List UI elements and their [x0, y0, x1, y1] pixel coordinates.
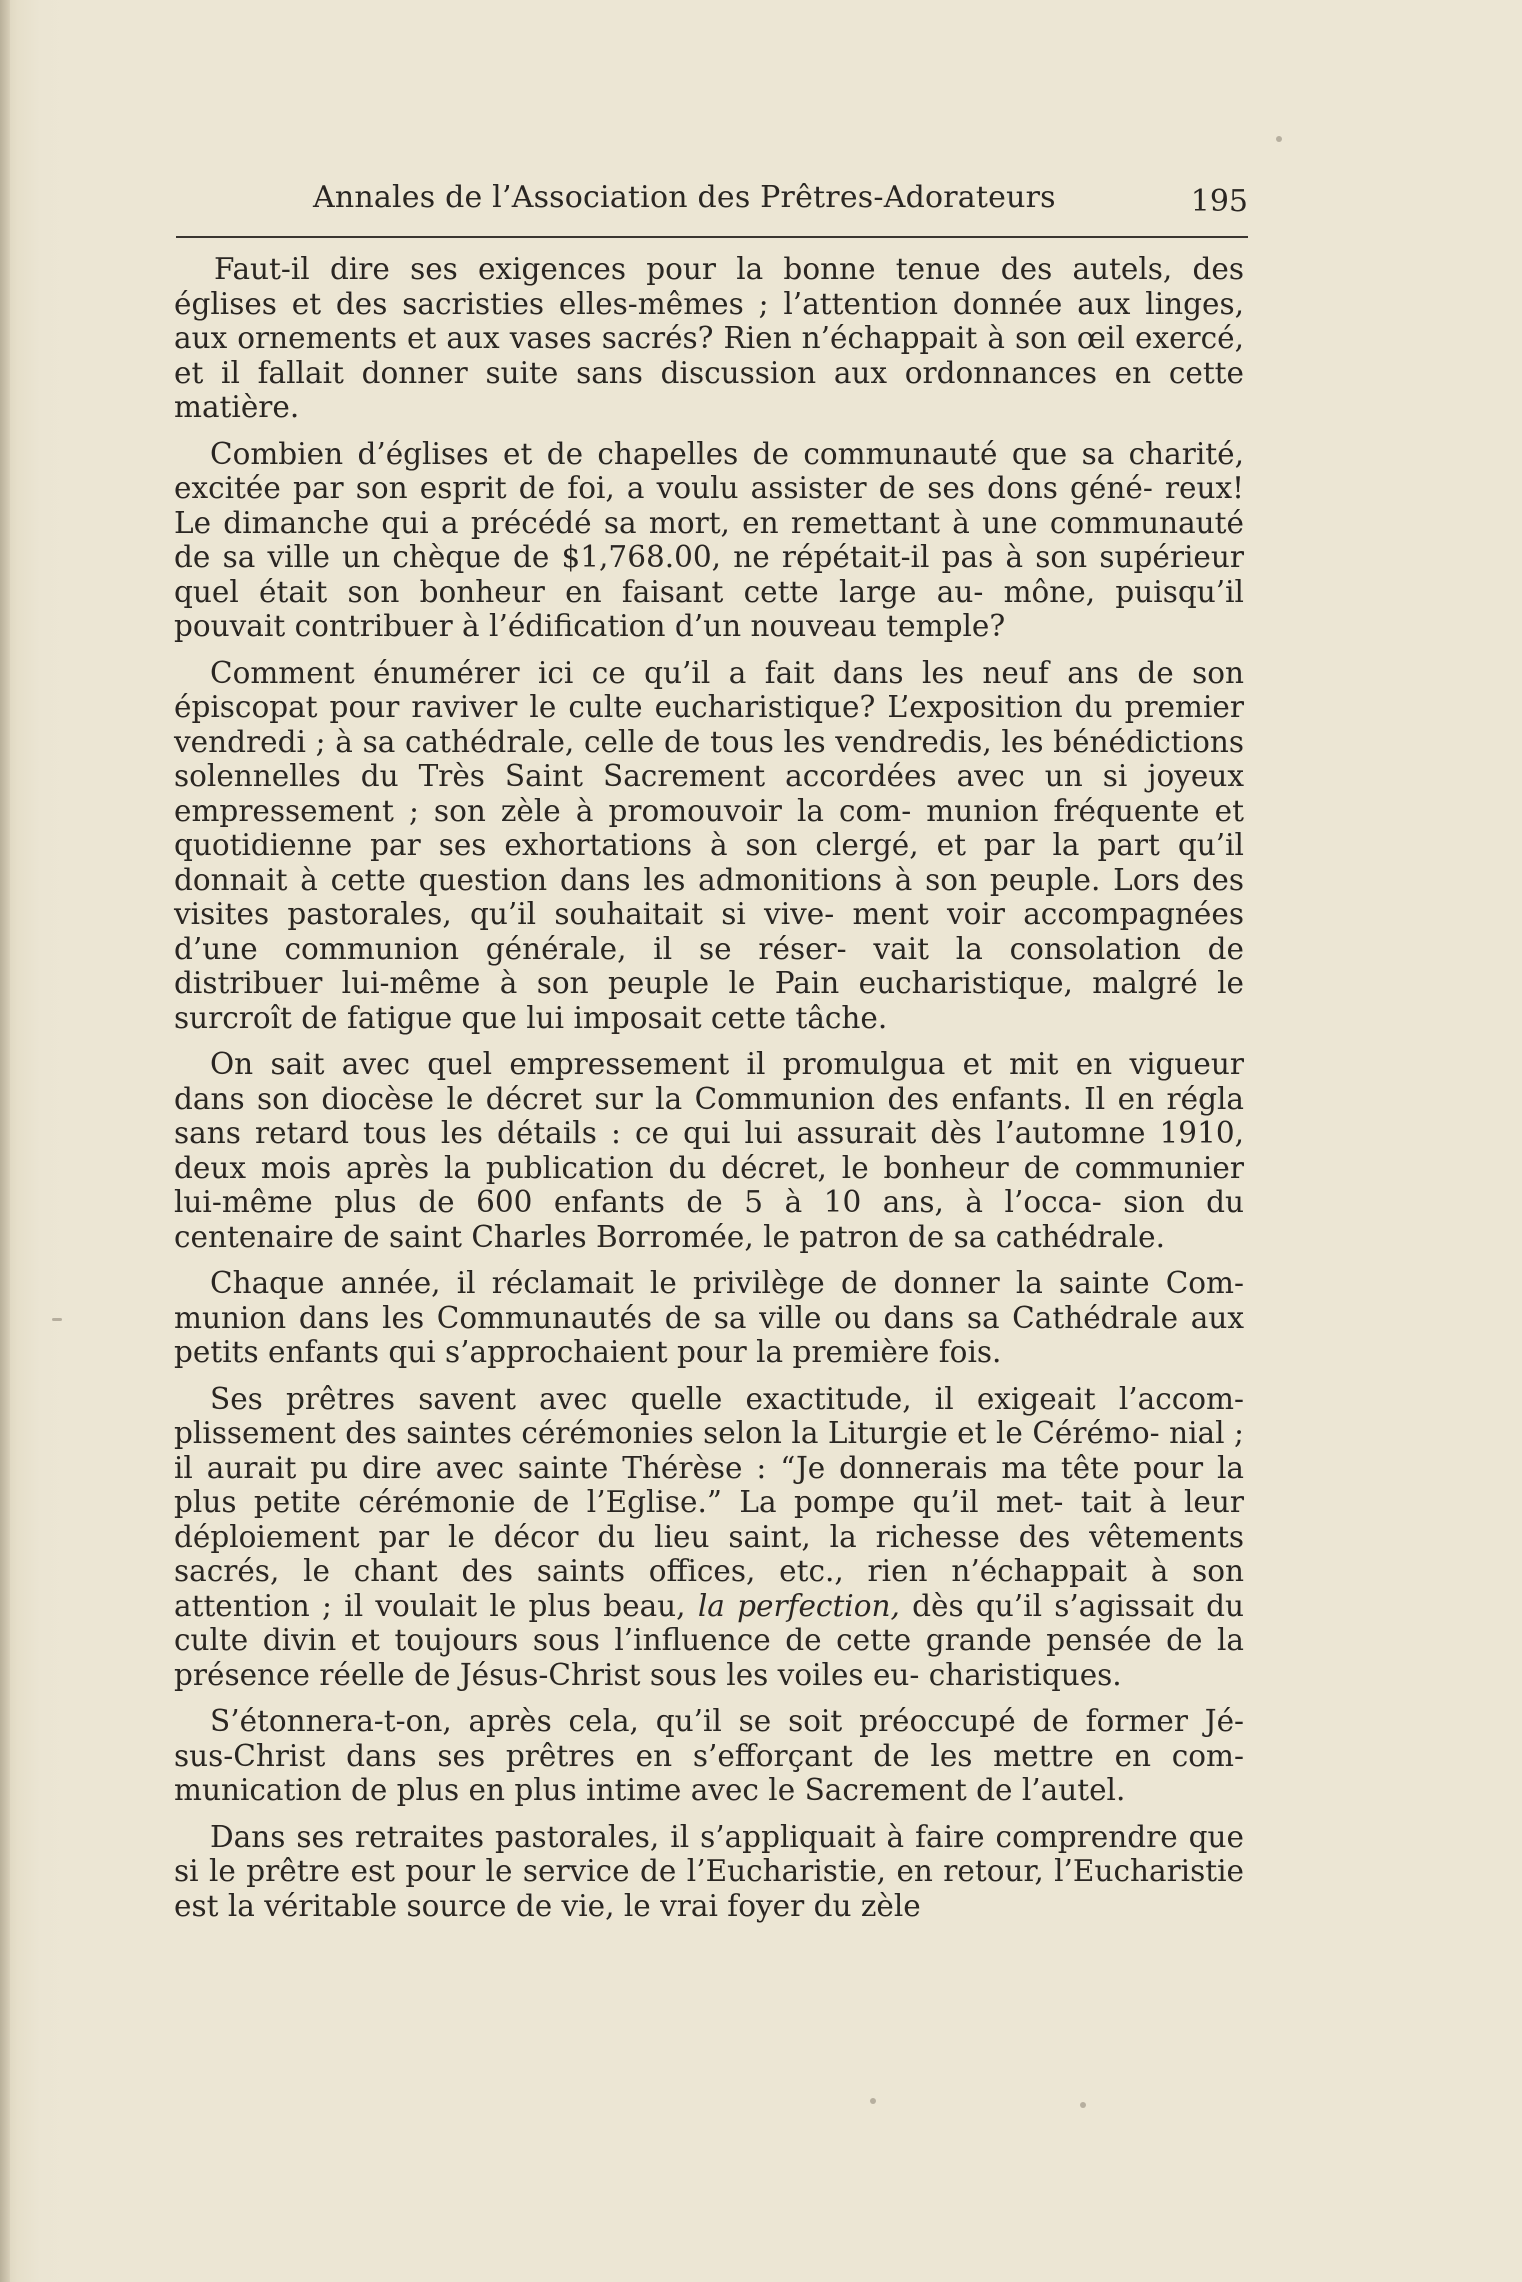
paragraph-6-part-2: dès qu’il s’agissait du culte divin et toujours sous l’influence de cette grande pensée de la présence réelle de Jésus-Christ sous les voiles eu- charistiques. [174, 1588, 1244, 1692]
paragraph-2: Combien d’églises et de chapelles de communauté que sa charité, excitée par son esprit de foi, a voulu assister de ses dons géné- reux! Le dimanche qui a précédé sa mort, en remettant à une communauté de sa ville un chèque de $1,768.00, ne répétait-il pas à son supérieur quel était son bonheur en faisant cette large au- mône, puisqu’il pouvait contribuer à l’édification d’un nouveau temple? [174, 436, 1244, 643]
paragraph-7: S’étonnera-t-on, après cela, qu’il se soit préoccupé de former Jé- sus-Christ dans ses prêtres en s’efforçant de les mettre en com- munication de plus en plus intime avec le Sacrement de l’autel. [174, 1704, 1244, 1807]
paragraph-4: On sait avec quel empressement il promulgua et mit en vigueur dans son diocèse le décret sur la Communion des enfants. Il en régla sans retard tous les détails : ce qui lui assurait dès l’automne 1910, deux mois après la publication du décret, le bonheur de communier lui-même plus de 600 enfants de 5 à 10 ans, à l’occa- sion du centenaire de saint Charles Borromée, le patron de sa cathédrale. [174, 1047, 1244, 1254]
paper-mark [52, 1318, 62, 1321]
paragraph-8: Dans ses retraites pastorales, il s’appliquait à faire comprendre que si le prêtre est pour le service de l’Eucharistie, en retour, l’Eucharistie est la véritable source de vie, le vrai foyer du zèle [174, 1819, 1244, 1923]
paper-speck [1080, 2102, 1086, 2108]
paragraph-6 [174, 1382, 1244, 1693]
page-header [176, 176, 1248, 238]
paper-speck [870, 2098, 876, 2104]
paragraph-1: Faut-il dire ses exigences pour la bonne tenue des autels, des églises et des sacristies elles-mêmes ; l’attention donnée aux linges, aux ornements et aux vases sacrés? Rien n’échappait à son œil exercé, et il fallait donner suite sans discussion aux ordonnances en cette matière. [174, 252, 1244, 424]
paragraph-5: Chaque année, il réclamait le privilège de donner la sainte Com- munion dans les Communautés de sa ville ou dans sa Cathédrale aux petits enfants qui s’approchaient pour la première fois. [174, 1266, 1244, 1369]
paper-speck [1276, 136, 1282, 142]
page-number: 195 [1190, 184, 1248, 219]
paragraph-6-part-1: Ses prêtres savent avec quelle exactitude, il exigeait l’accom- plissement des saintes cérémonies selon la Liturgie et le Cérémo- nial ; il aurait pu dire avec sainte Thérèse : “Je donnerais ma tête pour la plus petite cérémonie de l’Eglise.” La pompe qu’il met- tait à leur déploiement par le décor du lieu saint, la richesse des vêtements sacrés, le chant des saints offices, etc., rien n’échappait à son attention ; il voulait le plus beau, [174, 1381, 1244, 1623]
body-text [174, 252, 1244, 1935]
paragraph-6-emphasis: la perfection, [697, 1588, 900, 1623]
running-title: Annales de l’Association des Prêtres-Adorateurs [313, 180, 1056, 215]
book-spine-edge [0, 0, 10, 2282]
paragraph-3: Comment énumérer ici ce qu’il a fait dans les neuf ans de son épiscopat pour raviver le culte eucharistique? L’exposition du premier vendredi ; à sa cathédrale, celle de tous les vendredis, les bénédictions solennelles du Très Saint Sacrement accordées avec un si joyeux empressement ; son zèle à promouvoir la com- munion fréquente et quotidienne par ses exhortations à son clergé, et par la part qu’il donnait à cette question dans les admonitions à son peuple. Lors des visites pastorales, qu’il souhaitait si vive- ment voir accompagnées d’une communion générale, il se réser- vait la consolation de distribuer lui-même à son peuple le Pain eucharistique, malgré le surcroît de fatigue que lui imposait cette tâche. [174, 655, 1244, 1035]
